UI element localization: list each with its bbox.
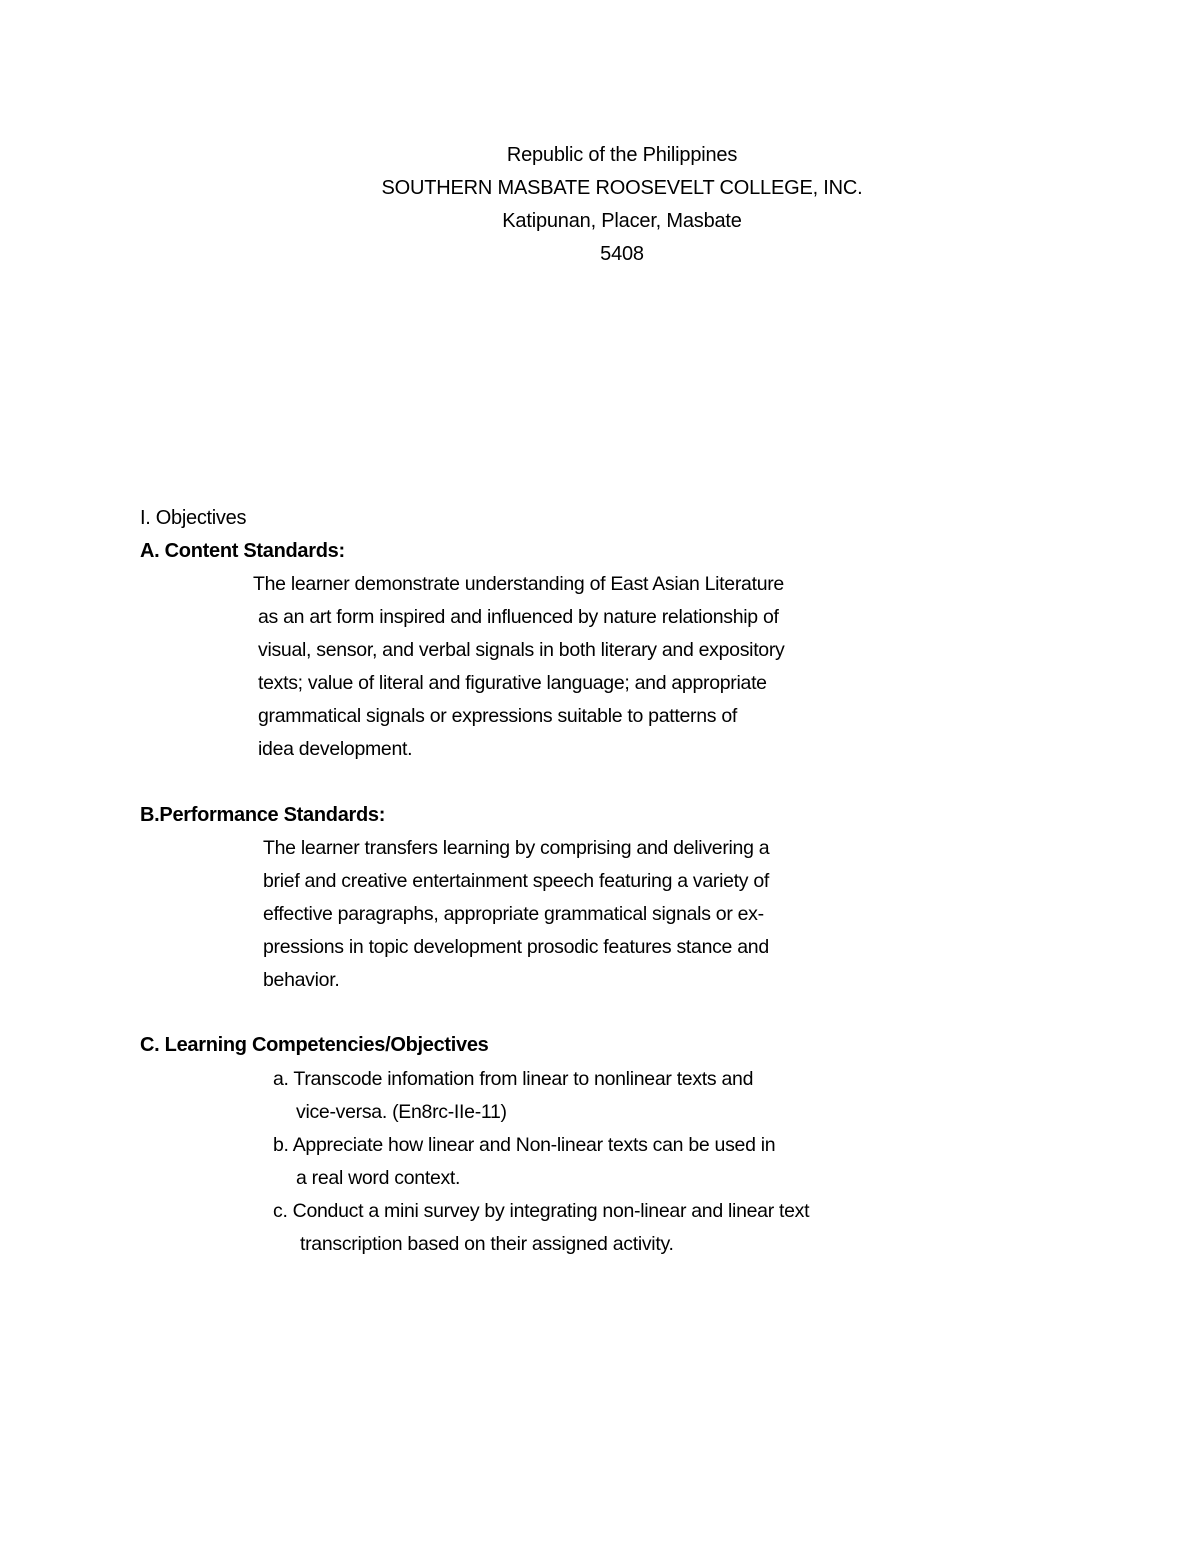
competency-item-c: c. Conduct a mini survey by integrating non-linear and linear text xyxy=(273,1200,810,1222)
performance-standards-line: The learner transfers learning by comprising and delivering a xyxy=(263,837,770,859)
content-standards-heading: A. Content Standards: xyxy=(140,540,345,562)
content-standards-line: idea development. xyxy=(258,738,413,760)
content-standards-line: texts; value of literal and figurative language; and appropriate xyxy=(258,672,767,694)
performance-standards-line: pressions in topic development prosodic features stance and xyxy=(263,936,769,958)
content-standards-line: The learner demonstrate understanding of East Asian Literature xyxy=(253,573,784,595)
header-address: Katipunan, Placer, Masbate xyxy=(502,210,742,232)
learning-competencies-heading: C. Learning Competencies/Objectives xyxy=(140,1034,489,1056)
competency-item-b: b. Appreciate how linear and Non-linear texts can be used in xyxy=(273,1134,776,1156)
performance-standards-line: behavior. xyxy=(263,969,340,991)
header-college-name: SOUTHERN MASBATE ROOSEVELT COLLEGE, INC. xyxy=(381,177,863,199)
competency-item-c-continued: transcription based on their assigned activity. xyxy=(300,1233,674,1255)
header-republic: Republic of the Philippines xyxy=(506,144,738,166)
content-standards-line: as an art form inspired and influenced by nature relationship of xyxy=(258,606,779,628)
competency-item-a: a. Transcode infomation from linear to nonlinear texts and xyxy=(273,1068,754,1090)
content-standards-line: visual, sensor, and verbal signals in both literary and expository xyxy=(258,639,785,661)
competency-item-b-continued: a real word context. xyxy=(296,1167,461,1189)
competency-item-a-continued: vice-versa. (En8rc-IIe-11) xyxy=(296,1101,507,1123)
performance-standards-line: brief and creative entertainment speech featuring a variety of xyxy=(263,870,770,892)
section-objectives-title: I. Objectives xyxy=(140,507,247,529)
performance-standards-line: effective paragraphs, appropriate grammatical signals or ex- xyxy=(263,903,764,925)
content-standards-line: grammatical signals or expressions suitable to patterns of xyxy=(258,705,738,727)
header-zip-code: 5408 xyxy=(600,243,644,265)
performance-standards-heading: B.Performance Standards: xyxy=(140,804,386,826)
